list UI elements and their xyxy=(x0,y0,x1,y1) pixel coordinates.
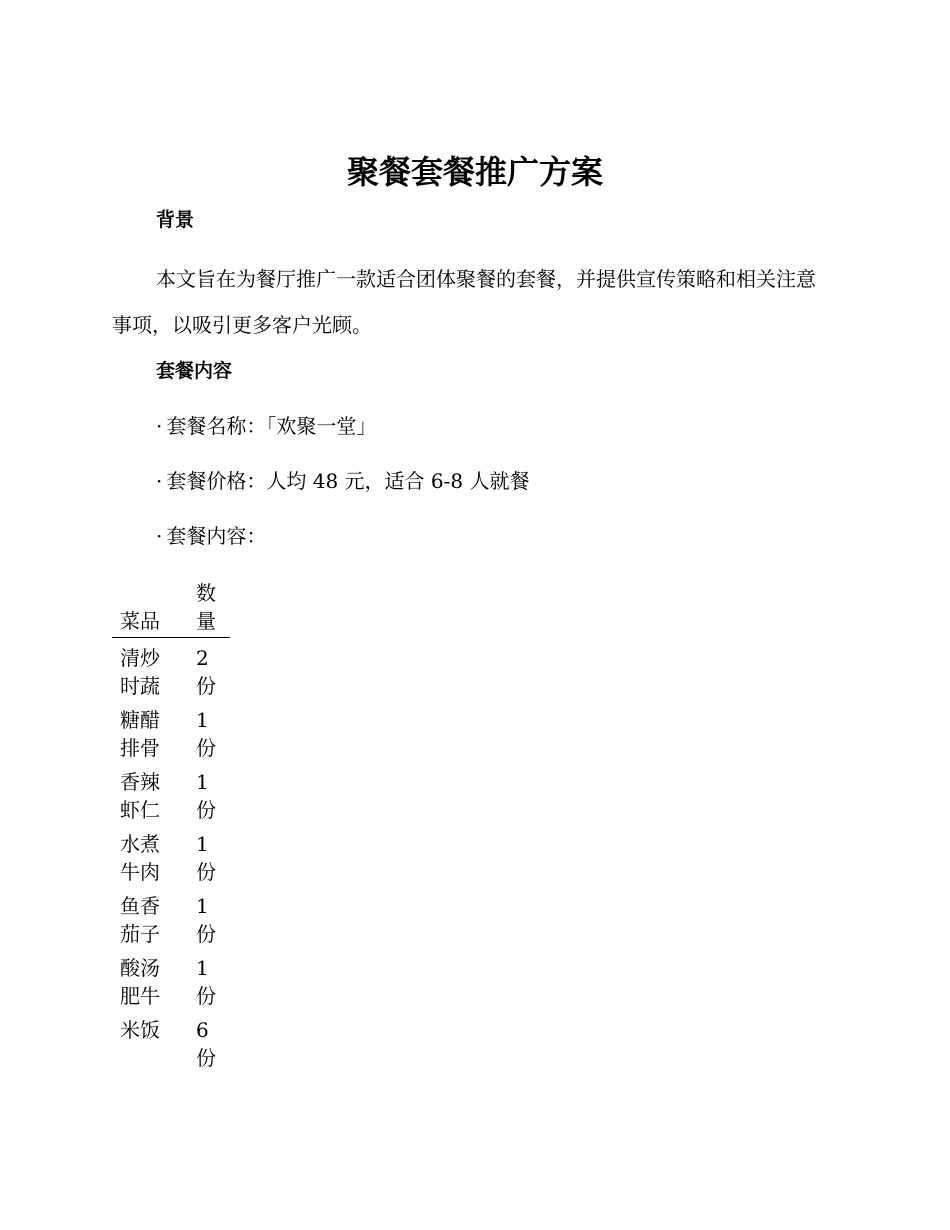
table-cell-dish: 香辣虾仁 xyxy=(120,770,160,822)
bullet-dot: · xyxy=(156,469,163,493)
table-cell-qty: 6份 xyxy=(196,1018,216,1070)
bullet-dot: · xyxy=(156,524,163,548)
bullet-text: 套餐内容： xyxy=(166,524,267,548)
table-cell-qty: 1份 xyxy=(196,708,216,760)
bullet-package-name xyxy=(156,412,376,440)
bullet-package-content xyxy=(156,522,266,550)
background-paragraph: 本文旨在为餐厅推广一款适合团体聚餐的套餐，并提供宣传策略和相关注意事项，以吸引更多客户光顾。 xyxy=(112,267,816,337)
table-row xyxy=(112,892,230,954)
table-row xyxy=(112,954,230,1016)
table-cell-dish: 水煮牛肉 xyxy=(120,832,160,884)
bullet-dot: · xyxy=(156,414,163,438)
table-cell-qty: 1份 xyxy=(196,832,216,884)
bullet-package-price xyxy=(156,467,529,495)
table-cell-dish: 鱼香茄子 xyxy=(120,894,160,946)
table-header-qty: 数量 xyxy=(184,579,230,638)
document-title: 聚餐套餐推广方案 xyxy=(346,153,603,191)
package-heading: 套餐内容 xyxy=(156,360,233,382)
table-cell-dish: 清炒时蔬 xyxy=(120,646,160,698)
bullet-text: 套餐价格：人均 48 元，适合 6-8 人就餐 xyxy=(166,469,530,493)
table-cell-qty: 1份 xyxy=(196,956,216,1008)
table-header-dish: 菜品 xyxy=(112,579,184,638)
menu-table xyxy=(112,579,230,1078)
table-row xyxy=(112,1016,230,1078)
table-cell-dish: 米饭 xyxy=(120,1018,160,1042)
table-cell-qty: 1份 xyxy=(196,770,216,822)
table-row xyxy=(112,768,230,830)
table-header-row xyxy=(112,579,230,638)
table-row xyxy=(112,706,230,768)
table-row xyxy=(112,830,230,892)
table-cell-dish: 酸汤肥牛 xyxy=(120,956,160,1008)
table-cell-qty: 1份 xyxy=(196,894,216,946)
table-cell-dish: 糖醋排骨 xyxy=(120,708,160,760)
bullet-text: 套餐名称：「欢聚一堂」 xyxy=(166,414,377,438)
background-heading: 背景 xyxy=(156,209,195,231)
table-row xyxy=(112,638,230,707)
table-cell-qty: 2份 xyxy=(196,646,216,698)
